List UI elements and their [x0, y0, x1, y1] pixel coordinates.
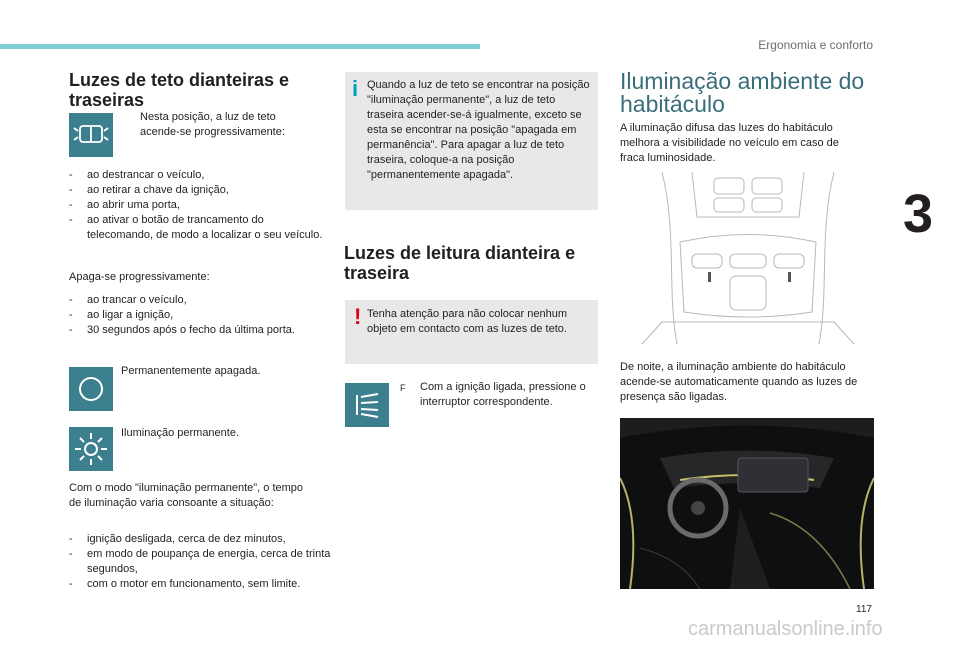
warning-icon: ! [354, 304, 362, 329]
list-item: - ao ligar a ignição, [69, 308, 329, 323]
list-item: - ao abrir uma porta, [69, 198, 329, 213]
ambient-text-2: De noite, a iluminação ambiente do habitáculo acende-se automaticamente quando as luzes de presença são ligadas. [620, 361, 858, 403]
lamp-on-icon [69, 427, 113, 471]
info-note-box [345, 72, 598, 210]
reading-light-icon [345, 383, 389, 427]
section-title: Ergonomia e conforto [758, 38, 873, 52]
on-conditions-list [69, 168, 329, 243]
watermark: carmanualsonline.info [688, 618, 883, 640]
intro-text: Nesta posição, a luz de teto acende-se progressivamente: [140, 111, 285, 138]
on-label: Iluminação permanente. [121, 427, 240, 439]
info-icon: i [352, 76, 359, 101]
off-label: Permanentemente apagada. [121, 365, 261, 377]
warning-note-box [345, 300, 598, 364]
door-lamp-icon [69, 113, 113, 157]
info-text: Quando a luz de teto se encontrar na posição "iluminação permanente", a luz de teto traseira acender-se-á igualmente, exceto se esta se encontrar na posição "apagada em permanência". Para apagar a luz de teto traseira, coloque-a na posição "permanentemente apagada". [367, 79, 590, 181]
warning-text: Tenha atenção para não colocar nenhum objeto em contacto com as luzes de teto. [367, 308, 567, 335]
list-item: - 30 segundos após o fecho da última porta. [69, 323, 329, 338]
fade-off-text: Apaga-se progressivamente: [69, 271, 210, 283]
ambient-text-1: A iluminação difusa das luzes do habitáculo melhora a visibilidade no veículo em caso de fraca luminosidade. [620, 122, 839, 164]
list-item: - com o motor em funcionamento, sem limite. [69, 577, 331, 592]
list-item: - ao destrancar o veículo, [69, 168, 329, 183]
bullet-f: F [400, 383, 406, 393]
list-item: - ao retirar a chave da ignição, [69, 183, 329, 198]
chapter-number: 3 [903, 184, 934, 244]
list-item: - ao ativar o botão de trancamento do telecomando, de modo a localizar o seu veículo. [69, 213, 329, 243]
list-item: - ao trancar o veículo, [69, 293, 329, 308]
permanent-mode-text: Com o modo "iluminação permanente", o tempo de iluminação varia consoante a situação: [69, 482, 304, 509]
duration-list [69, 532, 331, 592]
section-heading-ambient: Iluminação ambiente do habitáculo [620, 68, 865, 117]
list-item: - em modo de poupança de energia, cerca de trinta segundos, [69, 547, 331, 577]
list-item: - ignição desligada, cerca de dez minutos, [69, 532, 331, 547]
section-heading-reading-lights: Luzes de leitura dianteira e traseira [344, 243, 576, 283]
action-text: Com a ignição ligada, pressione o interruptor correspondente. [420, 381, 586, 408]
page-number: 117 [856, 604, 872, 615]
roof-console-illustration [622, 172, 874, 344]
cabin-ambient-photo [620, 418, 874, 589]
off-conditions-list [69, 293, 329, 338]
lamp-off-icon [69, 367, 113, 411]
top-accent-bar [0, 44, 480, 49]
section-heading-roof-lights: Luzes de teto dianteiras e traseiras [69, 70, 290, 110]
